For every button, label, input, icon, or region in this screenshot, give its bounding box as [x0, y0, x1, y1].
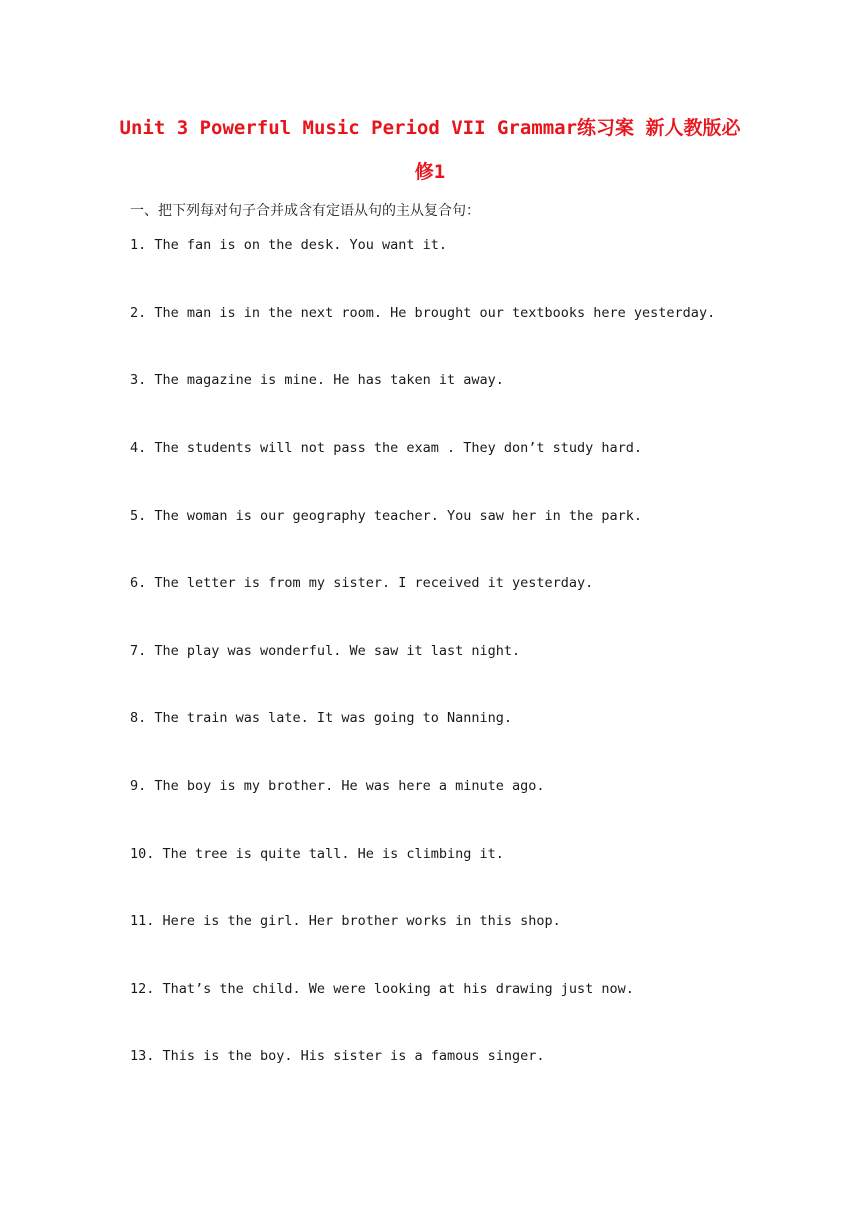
question-item: 2. The man is in the next room. He brought our textbooks here yesterday.: [130, 305, 716, 321]
question-item: 1. The fan is on the desk. You want it.: [130, 237, 447, 253]
question-item: 9. The boy is my brother. He was here a minute ago.: [130, 778, 545, 794]
question-item: 13. This is the boy. His sister is a famous singer.: [130, 1048, 545, 1064]
question-item: 6. The letter is from my sister. I received it yesterday.: [130, 575, 594, 591]
question-item: 12. That’s the child. We were looking at his drawing just now.: [130, 981, 634, 997]
question-item: 7. The play was wonderful. We saw it last night.: [130, 643, 521, 659]
question-item: 11. Here is the girl. Her brother works in this shop.: [130, 913, 561, 929]
question-item: 3. The magazine is mine. He has taken it away.: [130, 372, 504, 388]
question-item: 5. The woman is our geography teacher. You saw her in the park.: [130, 508, 643, 524]
question-item: 10. The tree is quite tall. He is climbing it.: [130, 846, 504, 862]
question-item: 8. The train was late. It was going to Nanning.: [130, 710, 513, 726]
exercise-instruction: 一、把下列每对句子合并成含有定语从句的主从复合句：: [130, 203, 480, 219]
document-title-line2: 修1: [414, 161, 446, 183]
question-item: 4. The students will not pass the exam . They don’t study hard.: [130, 440, 643, 456]
document-title-line1: Unit 3 Powerful Music Period VII Grammar练习案 新人教版必: [119, 117, 741, 139]
